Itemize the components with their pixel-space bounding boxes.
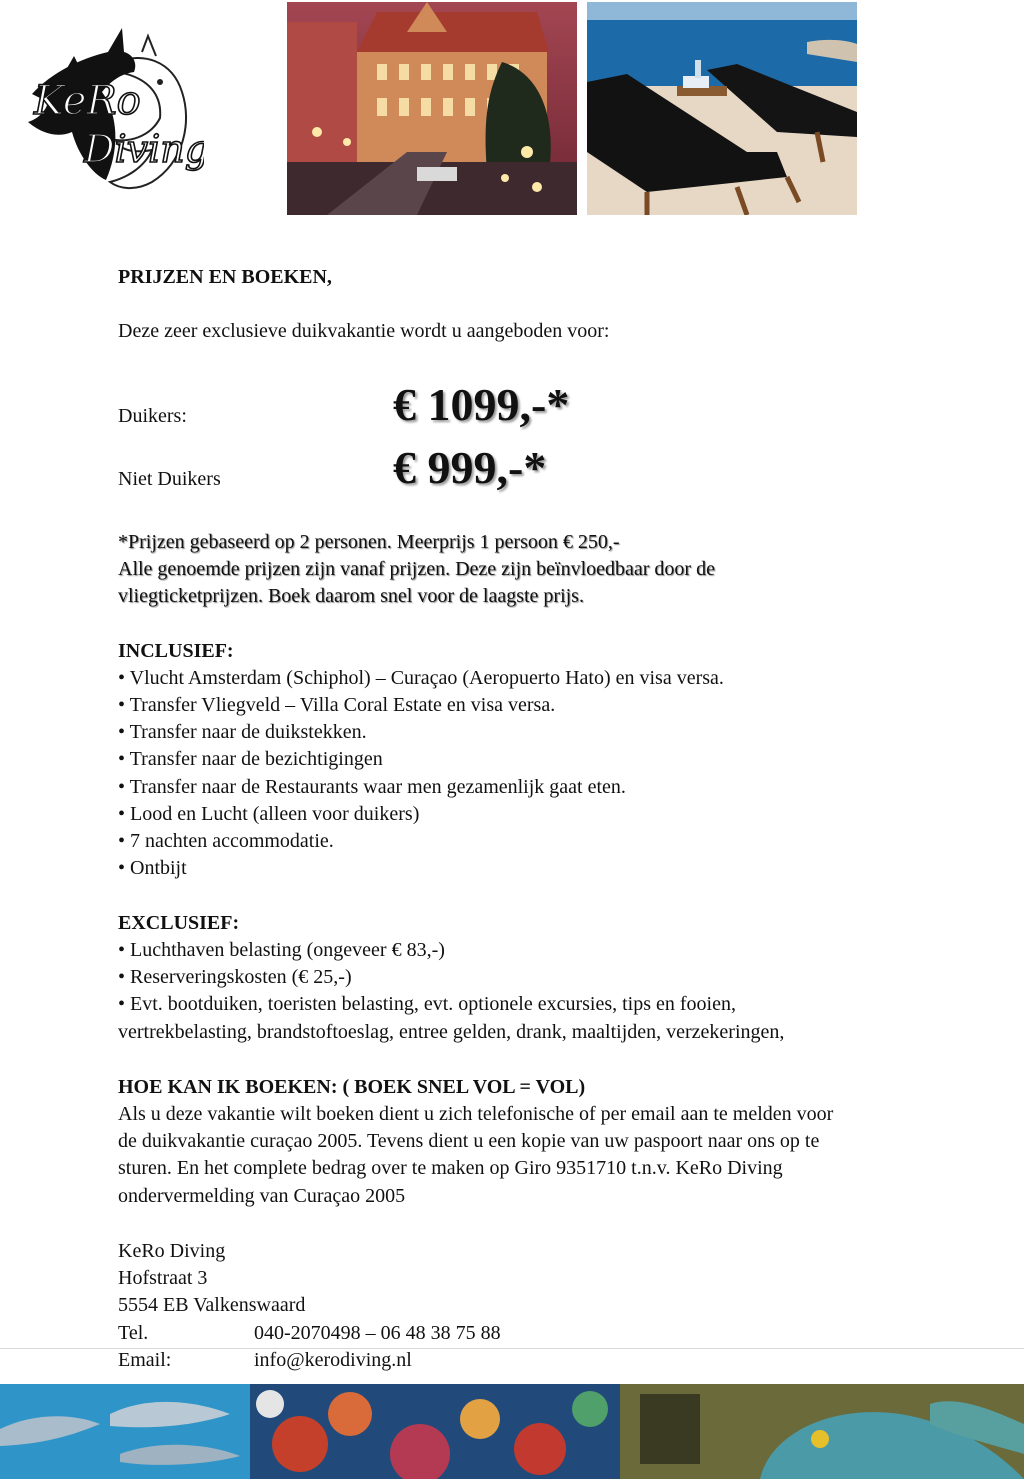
- page-title: PRIJZEN EN BOEKEN,: [118, 266, 332, 288]
- exclusief-item: • Reserveringskosten (€ 25,-): [118, 966, 352, 988]
- inclusief-item: • Transfer Vliegveld – Villa Coral Estate en visa versa.: [118, 694, 556, 716]
- phone-label: Tel.: [118, 1322, 149, 1344]
- exclusief-item: vertrekbelasting, brandstoftoeslag, entree gelden, drank, maaltijden, verzekeringen,: [118, 1021, 785, 1043]
- logo-text-kero: KeRo: [34, 78, 141, 124]
- booking-text: ondervermelding van Curaçao 2005: [118, 1185, 406, 1207]
- willemstad-photo: [287, 2, 577, 215]
- inclusief-item: • 7 nachten accommodatie.: [118, 830, 334, 852]
- non-divers-label: Niet Duikers: [118, 468, 221, 490]
- divers-price: € 1099,-*: [393, 379, 570, 430]
- exclusief-item: • Evt. bootduiken, toeristen belasting, evt. optionele excursies, tips en fooien,: [118, 993, 736, 1015]
- inclusief-item: • Vlucht Amsterdam (Schiphol) – Curaçao (Aeropuerto Hato) en visa versa.: [118, 667, 724, 689]
- price-note: *Prijzen gebaseerd op 2 personen. Meerprijs 1 persoon € 250,-: [118, 531, 620, 553]
- address-city: 5554 EB Valkenswaard: [118, 1294, 306, 1316]
- inclusief-item: • Ontbijt: [118, 857, 187, 879]
- price-note: vliegticketprijzen. Boek daarom snel voor de laagste prijs.: [118, 585, 584, 607]
- email-label: Email:: [118, 1349, 172, 1371]
- inclusief-item: • Transfer naar de bezichtigingen: [118, 748, 383, 770]
- phone-number: 040-2070498 – 06 48 38 75 88: [254, 1322, 501, 1344]
- address-street: Hofstraat 3: [118, 1267, 208, 1289]
- booking-title: HOE KAN IK BOEKEN: ( BOEK SNEL VOL = VOL): [118, 1076, 586, 1098]
- email-address: info@kerodiving.nl: [254, 1349, 412, 1371]
- exclusief-item: • Luchthaven belasting (ongeveer € 83,-): [118, 939, 445, 961]
- booking-text: de duikvakantie curaçao 2005. Tevens dient u een kopie van uw paspoort naar ons op te: [118, 1130, 820, 1152]
- intro-text: Deze zeer exclusieve duikvakantie wordt u aangeboden voor:: [118, 320, 610, 342]
- inclusief-item: • Transfer naar de Restaurants waar men gezamenlijk gaat eten.: [118, 776, 626, 798]
- inclusief-item: • Transfer naar de duikstekken.: [118, 721, 367, 743]
- footer-divider: [0, 1348, 1024, 1349]
- inclusief-title: INCLUSIEF:: [118, 640, 234, 662]
- phone-row: [118, 1320, 718, 1347]
- price-note: Alle genoemde prijzen zijn vanaf prijzen. Deze zijn beïnvloedbaar door de: [118, 558, 715, 580]
- exclusief-title: EXCLUSIEF:: [118, 912, 240, 934]
- booking-text: sturen. En het complete bedrag over te maken op Giro 9351710 t.n.v. KeRo Diving: [118, 1157, 783, 1179]
- underwater-photo-strip: [0, 1384, 1024, 1479]
- booking-text: Als u deze vakantie wilt boeken dient u zich telefonische of per email aan te melden voor: [118, 1103, 834, 1125]
- beach-loungers-photo: [587, 2, 857, 215]
- email-row: [118, 1347, 718, 1374]
- company-name: KeRo Diving: [118, 1240, 226, 1262]
- logo-text-diving: Diving: [84, 127, 204, 171]
- non-divers-price: € 999,-*: [393, 442, 547, 493]
- kero-diving-logo: [22, 22, 204, 194]
- inclusief-item: • Lood en Lucht (alleen voor duikers): [118, 803, 420, 825]
- divers-label: Duikers:: [118, 405, 187, 427]
